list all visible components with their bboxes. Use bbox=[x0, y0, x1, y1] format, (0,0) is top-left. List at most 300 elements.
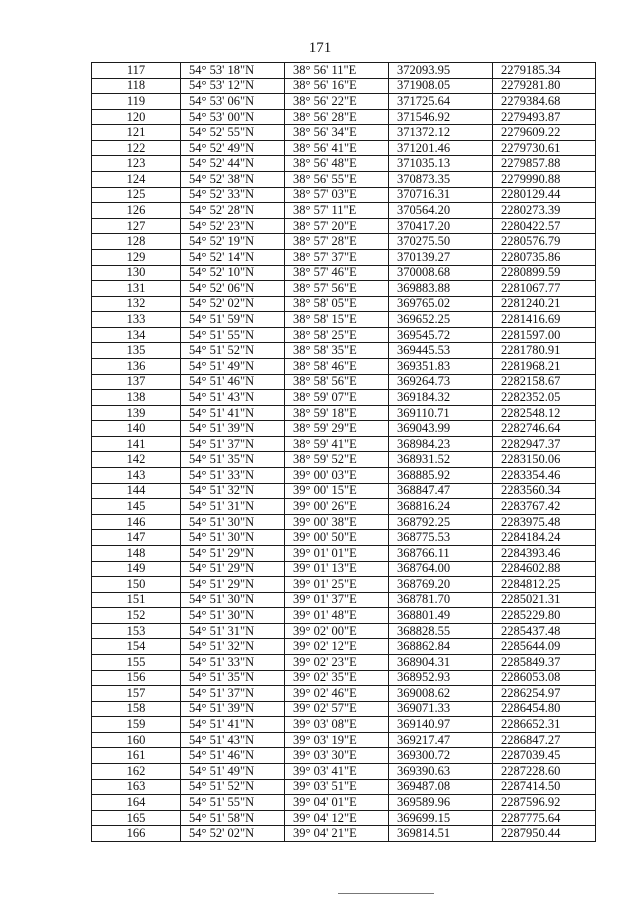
longitude-cell: 39° 02' 12"E bbox=[285, 639, 389, 655]
y-coordinate-cell: 2285849.37 bbox=[493, 654, 596, 670]
x-coordinate-cell: 368904.31 bbox=[389, 654, 493, 670]
latitude-cell: 54° 51' 35"N bbox=[181, 452, 285, 468]
y-coordinate-cell: 2279857.88 bbox=[493, 156, 596, 172]
x-coordinate-cell: 369184.32 bbox=[389, 390, 493, 406]
table-row bbox=[92, 686, 596, 702]
longitude-cell: 39° 01' 13"E bbox=[285, 561, 389, 577]
coordinates-table-body bbox=[92, 63, 596, 842]
latitude-cell: 54° 51' 46"N bbox=[181, 748, 285, 764]
latitude-cell: 54° 51' 32"N bbox=[181, 483, 285, 499]
x-coordinate-cell: 370564.20 bbox=[389, 203, 493, 219]
y-coordinate-cell: 2280273.39 bbox=[493, 203, 596, 219]
x-coordinate-cell: 369545.72 bbox=[389, 327, 493, 343]
x-coordinate-cell: 368885.92 bbox=[389, 468, 493, 484]
point-number-cell: 156 bbox=[92, 670, 181, 686]
x-coordinate-cell: 370716.31 bbox=[389, 187, 493, 203]
y-coordinate-cell: 2286847.27 bbox=[493, 732, 596, 748]
longitude-cell: 38° 59' 41"E bbox=[285, 436, 389, 452]
latitude-cell: 54° 51' 52"N bbox=[181, 779, 285, 795]
y-coordinate-cell: 2281780.91 bbox=[493, 343, 596, 359]
y-coordinate-cell: 2285437.48 bbox=[493, 623, 596, 639]
x-coordinate-cell: 368816.24 bbox=[389, 499, 493, 515]
point-number-cell: 166 bbox=[92, 826, 181, 842]
latitude-cell: 54° 51' 30"N bbox=[181, 514, 285, 530]
longitude-cell: 39° 02' 35"E bbox=[285, 670, 389, 686]
x-coordinate-cell: 369351.83 bbox=[389, 358, 493, 374]
y-coordinate-cell: 2283150.06 bbox=[493, 452, 596, 468]
latitude-cell: 54° 53' 00"N bbox=[181, 109, 285, 125]
x-coordinate-cell: 368828.55 bbox=[389, 623, 493, 639]
y-coordinate-cell: 2280735.86 bbox=[493, 249, 596, 265]
longitude-cell: 39° 00' 38"E bbox=[285, 514, 389, 530]
x-coordinate-cell: 368931.52 bbox=[389, 452, 493, 468]
y-coordinate-cell: 2286053.08 bbox=[493, 670, 596, 686]
y-coordinate-cell: 2279730.61 bbox=[493, 140, 596, 156]
y-coordinate-cell: 2283975.48 bbox=[493, 514, 596, 530]
x-coordinate-cell: 368764.00 bbox=[389, 561, 493, 577]
table-row bbox=[92, 125, 596, 141]
table-row bbox=[92, 265, 596, 281]
x-coordinate-cell: 371201.46 bbox=[389, 140, 493, 156]
y-coordinate-cell: 2282158.67 bbox=[493, 374, 596, 390]
point-number-cell: 126 bbox=[92, 203, 181, 219]
point-number-cell: 138 bbox=[92, 390, 181, 406]
longitude-cell: 38° 59' 07"E bbox=[285, 390, 389, 406]
latitude-cell: 54° 52' 33"N bbox=[181, 187, 285, 203]
x-coordinate-cell: 369445.53 bbox=[389, 343, 493, 359]
table-row bbox=[92, 732, 596, 748]
x-coordinate-cell: 369883.88 bbox=[389, 281, 493, 297]
longitude-cell: 39° 03' 08"E bbox=[285, 717, 389, 733]
table-row bbox=[92, 78, 596, 94]
latitude-cell: 54° 51' 41"N bbox=[181, 717, 285, 733]
longitude-cell: 38° 57' 37"E bbox=[285, 249, 389, 265]
latitude-cell: 54° 52' 02"N bbox=[181, 296, 285, 312]
x-coordinate-cell: 369814.51 bbox=[389, 826, 493, 842]
longitude-cell: 38° 56' 41"E bbox=[285, 140, 389, 156]
table-row bbox=[92, 94, 596, 110]
longitude-cell: 39° 03' 51"E bbox=[285, 779, 389, 795]
longitude-cell: 39° 02' 23"E bbox=[285, 654, 389, 670]
point-number-cell: 118 bbox=[92, 78, 181, 94]
y-coordinate-cell: 2281968.21 bbox=[493, 358, 596, 374]
latitude-cell: 54° 51' 58"N bbox=[181, 810, 285, 826]
longitude-cell: 38° 56' 34"E bbox=[285, 125, 389, 141]
point-number-cell: 158 bbox=[92, 701, 181, 717]
table-row bbox=[92, 514, 596, 530]
point-number-cell: 143 bbox=[92, 468, 181, 484]
table-row bbox=[92, 140, 596, 156]
latitude-cell: 54° 51' 33"N bbox=[181, 468, 285, 484]
y-coordinate-cell: 2279609.22 bbox=[493, 125, 596, 141]
y-coordinate-cell: 2286652.31 bbox=[493, 717, 596, 733]
latitude-cell: 54° 51' 31"N bbox=[181, 623, 285, 639]
x-coordinate-cell: 369140.97 bbox=[389, 717, 493, 733]
y-coordinate-cell: 2279185.34 bbox=[493, 63, 596, 79]
latitude-cell: 54° 51' 49"N bbox=[181, 764, 285, 780]
latitude-cell: 54° 53' 06"N bbox=[181, 94, 285, 110]
x-coordinate-cell: 369487.08 bbox=[389, 779, 493, 795]
y-coordinate-cell: 2284812.25 bbox=[493, 577, 596, 593]
x-coordinate-cell: 369264.73 bbox=[389, 374, 493, 390]
latitude-cell: 54° 51' 29"N bbox=[181, 577, 285, 593]
table-row bbox=[92, 608, 596, 624]
longitude-cell: 38° 56' 22"E bbox=[285, 94, 389, 110]
y-coordinate-cell: 2282746.64 bbox=[493, 421, 596, 437]
longitude-cell: 39° 02' 00"E bbox=[285, 623, 389, 639]
x-coordinate-cell: 371372.12 bbox=[389, 125, 493, 141]
table-row bbox=[92, 545, 596, 561]
x-coordinate-cell: 372093.95 bbox=[389, 63, 493, 79]
table-row bbox=[92, 639, 596, 655]
point-number-cell: 128 bbox=[92, 234, 181, 250]
y-coordinate-cell: 2283560.34 bbox=[493, 483, 596, 499]
x-coordinate-cell: 368862.84 bbox=[389, 639, 493, 655]
longitude-cell: 38° 56' 11"E bbox=[285, 63, 389, 79]
latitude-cell: 54° 51' 35"N bbox=[181, 670, 285, 686]
table-row bbox=[92, 452, 596, 468]
point-number-cell: 163 bbox=[92, 779, 181, 795]
latitude-cell: 54° 51' 29"N bbox=[181, 561, 285, 577]
longitude-cell: 39° 01' 25"E bbox=[285, 577, 389, 593]
y-coordinate-cell: 2285644.09 bbox=[493, 639, 596, 655]
point-number-cell: 155 bbox=[92, 654, 181, 670]
point-number-cell: 135 bbox=[92, 343, 181, 359]
y-coordinate-cell: 2281067.77 bbox=[493, 281, 596, 297]
point-number-cell: 162 bbox=[92, 764, 181, 780]
longitude-cell: 39° 00' 03"E bbox=[285, 468, 389, 484]
table-row bbox=[92, 826, 596, 842]
point-number-cell: 132 bbox=[92, 296, 181, 312]
latitude-cell: 54° 52' 49"N bbox=[181, 140, 285, 156]
table-row bbox=[92, 421, 596, 437]
table-row bbox=[92, 577, 596, 593]
longitude-cell: 38° 58' 46"E bbox=[285, 358, 389, 374]
point-number-cell: 140 bbox=[92, 421, 181, 437]
y-coordinate-cell: 2280422.57 bbox=[493, 218, 596, 234]
longitude-cell: 38° 58' 35"E bbox=[285, 343, 389, 359]
latitude-cell: 54° 51' 30"N bbox=[181, 592, 285, 608]
point-number-cell: 159 bbox=[92, 717, 181, 733]
latitude-cell: 54° 52' 06"N bbox=[181, 281, 285, 297]
y-coordinate-cell: 2279281.80 bbox=[493, 78, 596, 94]
point-number-cell: 151 bbox=[92, 592, 181, 608]
latitude-cell: 54° 51' 39"N bbox=[181, 701, 285, 717]
x-coordinate-cell: 368792.25 bbox=[389, 514, 493, 530]
longitude-cell: 38° 56' 16"E bbox=[285, 78, 389, 94]
x-coordinate-cell: 370873.35 bbox=[389, 172, 493, 188]
point-number-cell: 146 bbox=[92, 514, 181, 530]
point-number-cell: 141 bbox=[92, 436, 181, 452]
latitude-cell: 54° 52' 14"N bbox=[181, 249, 285, 265]
y-coordinate-cell: 2285229.80 bbox=[493, 608, 596, 624]
point-number-cell: 144 bbox=[92, 483, 181, 499]
longitude-cell: 38° 58' 05"E bbox=[285, 296, 389, 312]
y-coordinate-cell: 2287039.45 bbox=[493, 748, 596, 764]
x-coordinate-cell: 369589.96 bbox=[389, 795, 493, 811]
x-coordinate-cell: 368766.11 bbox=[389, 545, 493, 561]
x-coordinate-cell: 370417.20 bbox=[389, 218, 493, 234]
y-coordinate-cell: 2285021.31 bbox=[493, 592, 596, 608]
y-coordinate-cell: 2281416.69 bbox=[493, 312, 596, 328]
point-number-cell: 120 bbox=[92, 109, 181, 125]
table-row bbox=[92, 109, 596, 125]
latitude-cell: 54° 51' 43"N bbox=[181, 390, 285, 406]
point-number-cell: 157 bbox=[92, 686, 181, 702]
longitude-cell: 39° 01' 37"E bbox=[285, 592, 389, 608]
table-row bbox=[92, 499, 596, 515]
y-coordinate-cell: 2282352.05 bbox=[493, 390, 596, 406]
point-number-cell: 161 bbox=[92, 748, 181, 764]
point-number-cell: 119 bbox=[92, 94, 181, 110]
point-number-cell: 122 bbox=[92, 140, 181, 156]
x-coordinate-cell: 369699.15 bbox=[389, 810, 493, 826]
longitude-cell: 39° 03' 41"E bbox=[285, 764, 389, 780]
longitude-cell: 38° 56' 55"E bbox=[285, 172, 389, 188]
table-row bbox=[92, 764, 596, 780]
latitude-cell: 54° 52' 44"N bbox=[181, 156, 285, 172]
latitude-cell: 54° 51' 37"N bbox=[181, 686, 285, 702]
table-row bbox=[92, 203, 596, 219]
x-coordinate-cell: 368801.49 bbox=[389, 608, 493, 624]
y-coordinate-cell: 2281597.00 bbox=[493, 327, 596, 343]
y-coordinate-cell: 2284602.88 bbox=[493, 561, 596, 577]
longitude-cell: 39° 04' 01"E bbox=[285, 795, 389, 811]
longitude-cell: 38° 56' 28"E bbox=[285, 109, 389, 125]
y-coordinate-cell: 2279990.88 bbox=[493, 172, 596, 188]
longitude-cell: 39° 00' 50"E bbox=[285, 530, 389, 546]
point-number-cell: 153 bbox=[92, 623, 181, 639]
y-coordinate-cell: 2280576.79 bbox=[493, 234, 596, 250]
table-row bbox=[92, 717, 596, 733]
x-coordinate-cell: 369652.25 bbox=[389, 312, 493, 328]
point-number-cell: 133 bbox=[92, 312, 181, 328]
longitude-cell: 39° 01' 48"E bbox=[285, 608, 389, 624]
latitude-cell: 54° 53' 18"N bbox=[181, 63, 285, 79]
point-number-cell: 124 bbox=[92, 172, 181, 188]
y-coordinate-cell: 2283767.42 bbox=[493, 499, 596, 515]
latitude-cell: 54° 51' 43"N bbox=[181, 732, 285, 748]
latitude-cell: 54° 51' 29"N bbox=[181, 545, 285, 561]
x-coordinate-cell: 370139.27 bbox=[389, 249, 493, 265]
x-coordinate-cell: 370008.68 bbox=[389, 265, 493, 281]
table-row bbox=[92, 172, 596, 188]
latitude-cell: 54° 51' 59"N bbox=[181, 312, 285, 328]
point-number-cell: 127 bbox=[92, 218, 181, 234]
table-row bbox=[92, 405, 596, 421]
point-number-cell: 137 bbox=[92, 374, 181, 390]
point-number-cell: 129 bbox=[92, 249, 181, 265]
x-coordinate-cell: 369390.63 bbox=[389, 764, 493, 780]
x-coordinate-cell: 368769.20 bbox=[389, 577, 493, 593]
table-row bbox=[92, 810, 596, 826]
latitude-cell: 54° 51' 32"N bbox=[181, 639, 285, 655]
y-coordinate-cell: 2287775.64 bbox=[493, 810, 596, 826]
x-coordinate-cell: 368847.47 bbox=[389, 483, 493, 499]
table-row bbox=[92, 187, 596, 203]
x-coordinate-cell: 369043.99 bbox=[389, 421, 493, 437]
table-row bbox=[92, 436, 596, 452]
longitude-cell: 38° 57' 20"E bbox=[285, 218, 389, 234]
longitude-cell: 38° 58' 56"E bbox=[285, 374, 389, 390]
point-number-cell: 160 bbox=[92, 732, 181, 748]
page-number: 171 bbox=[308, 40, 332, 56]
x-coordinate-cell: 370275.50 bbox=[389, 234, 493, 250]
longitude-cell: 39° 01' 01"E bbox=[285, 545, 389, 561]
point-number-cell: 164 bbox=[92, 795, 181, 811]
x-coordinate-cell: 368781.70 bbox=[389, 592, 493, 608]
x-coordinate-cell: 369008.62 bbox=[389, 686, 493, 702]
table-row bbox=[92, 63, 596, 79]
point-number-cell: 142 bbox=[92, 452, 181, 468]
latitude-cell: 54° 51' 31"N bbox=[181, 499, 285, 515]
point-number-cell: 121 bbox=[92, 125, 181, 141]
point-number-cell: 134 bbox=[92, 327, 181, 343]
latitude-cell: 54° 52' 28"N bbox=[181, 203, 285, 219]
longitude-cell: 38° 57' 46"E bbox=[285, 265, 389, 281]
x-coordinate-cell: 369110.71 bbox=[389, 405, 493, 421]
x-coordinate-cell: 368952.93 bbox=[389, 670, 493, 686]
table-row bbox=[92, 156, 596, 172]
latitude-cell: 54° 51' 30"N bbox=[181, 530, 285, 546]
y-coordinate-cell: 2281240.21 bbox=[493, 296, 596, 312]
table-row bbox=[92, 561, 596, 577]
y-coordinate-cell: 2284393.46 bbox=[493, 545, 596, 561]
longitude-cell: 38° 56' 48"E bbox=[285, 156, 389, 172]
point-number-cell: 148 bbox=[92, 545, 181, 561]
point-number-cell: 125 bbox=[92, 187, 181, 203]
latitude-cell: 54° 52' 19"N bbox=[181, 234, 285, 250]
longitude-cell: 39° 04' 21"E bbox=[285, 826, 389, 842]
point-number-cell: 147 bbox=[92, 530, 181, 546]
table-row bbox=[92, 779, 596, 795]
longitude-cell: 38° 58' 25"E bbox=[285, 327, 389, 343]
y-coordinate-cell: 2286454.80 bbox=[493, 701, 596, 717]
latitude-cell: 54° 52' 10"N bbox=[181, 265, 285, 281]
table-row bbox=[92, 234, 596, 250]
y-coordinate-cell: 2286254.97 bbox=[493, 686, 596, 702]
point-number-cell: 136 bbox=[92, 358, 181, 374]
latitude-cell: 54° 51' 39"N bbox=[181, 421, 285, 437]
latitude-cell: 54° 52' 38"N bbox=[181, 172, 285, 188]
table-row bbox=[92, 483, 596, 499]
latitude-cell: 54° 51' 52"N bbox=[181, 343, 285, 359]
table-row bbox=[92, 748, 596, 764]
point-number-cell: 123 bbox=[92, 156, 181, 172]
table-row bbox=[92, 343, 596, 359]
point-number-cell: 165 bbox=[92, 810, 181, 826]
point-number-cell: 149 bbox=[92, 561, 181, 577]
table-row bbox=[92, 530, 596, 546]
y-coordinate-cell: 2282947.37 bbox=[493, 436, 596, 452]
table-row bbox=[92, 795, 596, 811]
latitude-cell: 54° 51' 37"N bbox=[181, 436, 285, 452]
longitude-cell: 38° 57' 56"E bbox=[285, 281, 389, 297]
table-row bbox=[92, 468, 596, 484]
coordinates-table bbox=[91, 62, 596, 842]
longitude-cell: 38° 59' 18"E bbox=[285, 405, 389, 421]
point-number-cell: 131 bbox=[92, 281, 181, 297]
y-coordinate-cell: 2279384.68 bbox=[493, 94, 596, 110]
latitude-cell: 54° 51' 30"N bbox=[181, 608, 285, 624]
x-coordinate-cell: 371725.64 bbox=[389, 94, 493, 110]
point-number-cell: 145 bbox=[92, 499, 181, 515]
longitude-cell: 38° 57' 03"E bbox=[285, 187, 389, 203]
table-row bbox=[92, 249, 596, 265]
longitude-cell: 39° 03' 30"E bbox=[285, 748, 389, 764]
table-row bbox=[92, 281, 596, 297]
point-number-cell: 117 bbox=[92, 63, 181, 79]
table-row bbox=[92, 327, 596, 343]
latitude-cell: 54° 53' 12"N bbox=[181, 78, 285, 94]
point-number-cell: 152 bbox=[92, 608, 181, 624]
latitude-cell: 54° 52' 23"N bbox=[181, 218, 285, 234]
table-row bbox=[92, 701, 596, 717]
y-coordinate-cell: 2280129.44 bbox=[493, 187, 596, 203]
latitude-cell: 54° 51' 55"N bbox=[181, 327, 285, 343]
longitude-cell: 38° 59' 52"E bbox=[285, 452, 389, 468]
x-coordinate-cell: 368775.53 bbox=[389, 530, 493, 546]
longitude-cell: 39° 00' 15"E bbox=[285, 483, 389, 499]
longitude-cell: 39° 02' 46"E bbox=[285, 686, 389, 702]
y-coordinate-cell: 2287414.50 bbox=[493, 779, 596, 795]
point-number-cell: 130 bbox=[92, 265, 181, 281]
x-coordinate-cell: 371546.92 bbox=[389, 109, 493, 125]
longitude-cell: 38° 59' 29"E bbox=[285, 421, 389, 437]
longitude-cell: 39° 03' 19"E bbox=[285, 732, 389, 748]
y-coordinate-cell: 2282548.12 bbox=[493, 405, 596, 421]
table-row bbox=[92, 218, 596, 234]
latitude-cell: 54° 52' 02"N bbox=[181, 826, 285, 842]
point-number-cell: 139 bbox=[92, 405, 181, 421]
longitude-cell: 39° 00' 26"E bbox=[285, 499, 389, 515]
point-number-cell: 150 bbox=[92, 577, 181, 593]
table-row bbox=[92, 654, 596, 670]
x-coordinate-cell: 369217.47 bbox=[389, 732, 493, 748]
y-coordinate-cell: 2283354.46 bbox=[493, 468, 596, 484]
y-coordinate-cell: 2287950.44 bbox=[493, 826, 596, 842]
table-row bbox=[92, 623, 596, 639]
y-coordinate-cell: 2287228.60 bbox=[493, 764, 596, 780]
y-coordinate-cell: 2287596.92 bbox=[493, 795, 596, 811]
x-coordinate-cell: 369300.72 bbox=[389, 748, 493, 764]
y-coordinate-cell: 2284184.24 bbox=[493, 530, 596, 546]
longitude-cell: 38° 57' 11"E bbox=[285, 203, 389, 219]
x-coordinate-cell: 371035.13 bbox=[389, 156, 493, 172]
latitude-cell: 54° 51' 55"N bbox=[181, 795, 285, 811]
x-coordinate-cell: 368984.23 bbox=[389, 436, 493, 452]
latitude-cell: 54° 52' 55"N bbox=[181, 125, 285, 141]
longitude-cell: 38° 58' 15"E bbox=[285, 312, 389, 328]
longitude-cell: 38° 57' 28"E bbox=[285, 234, 389, 250]
x-coordinate-cell: 369765.02 bbox=[389, 296, 493, 312]
x-coordinate-cell: 371908.05 bbox=[389, 78, 493, 94]
table-row bbox=[92, 592, 596, 608]
table-row bbox=[92, 374, 596, 390]
y-coordinate-cell: 2279493.87 bbox=[493, 109, 596, 125]
table-row bbox=[92, 358, 596, 374]
longitude-cell: 39° 04' 12"E bbox=[285, 810, 389, 826]
latitude-cell: 54° 51' 41"N bbox=[181, 405, 285, 421]
table-row bbox=[92, 312, 596, 328]
latitude-cell: 54° 51' 46"N bbox=[181, 374, 285, 390]
latitude-cell: 54° 51' 33"N bbox=[181, 654, 285, 670]
point-number-cell: 154 bbox=[92, 639, 181, 655]
table-row bbox=[92, 296, 596, 312]
y-coordinate-cell: 2280899.59 bbox=[493, 265, 596, 281]
table-row bbox=[92, 670, 596, 686]
latitude-cell: 54° 51' 49"N bbox=[181, 358, 285, 374]
